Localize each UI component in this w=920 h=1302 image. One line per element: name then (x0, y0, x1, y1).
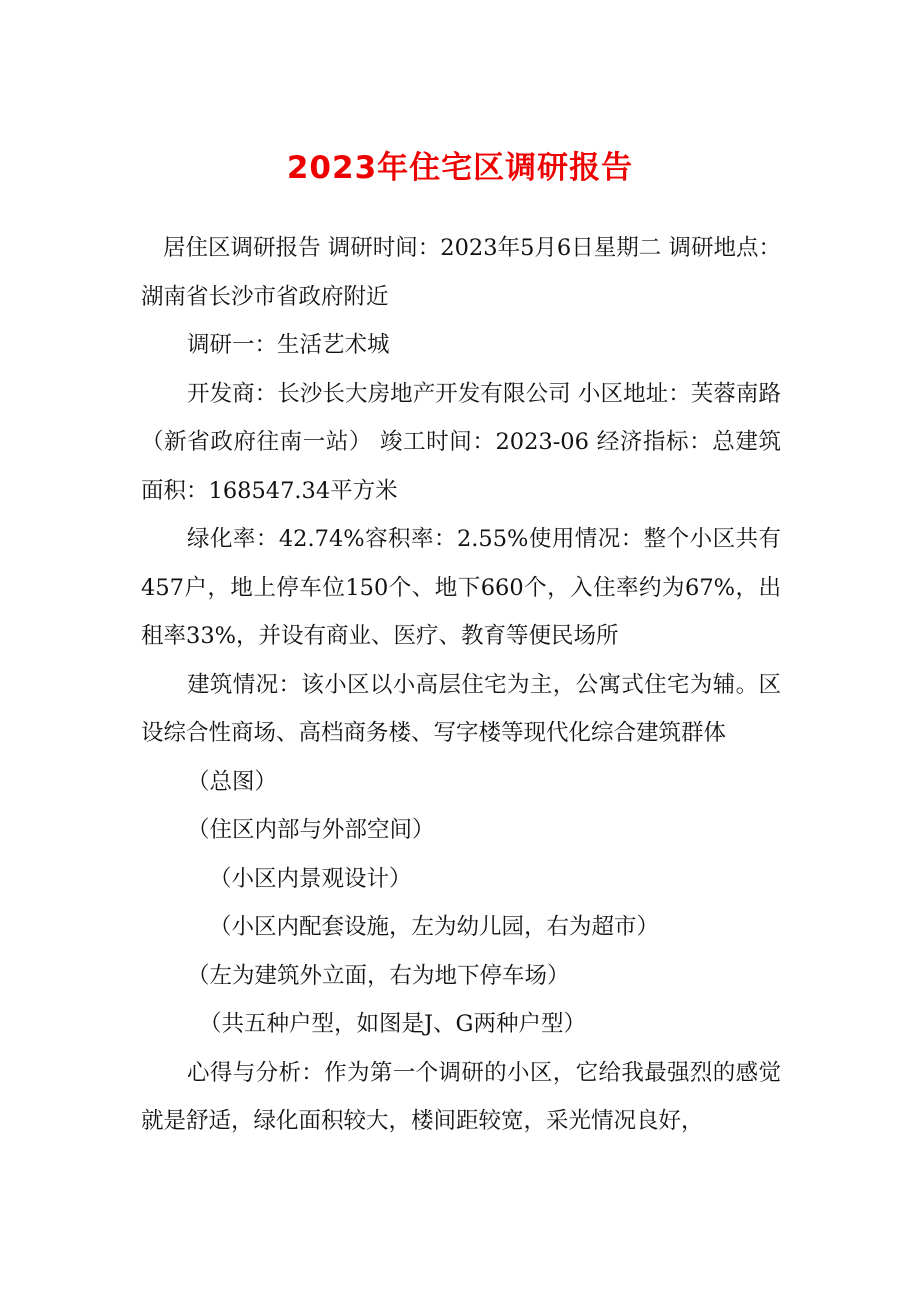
paragraph-greening: 绿化率：42.74%容积率：2.55%使用情况：整个小区共有457户，地上停车位150个、地下660个，入住率约为67%，出租率33%，并设有商业、医疗、教育等便民场所 (141, 526, 781, 649)
caption-facade: （左为建筑外立面，右为地下停车场） (187, 962, 570, 989)
paragraph-building: 建筑情况：该小区以小高层住宅为主，公寓式住宅为辅。区设综合性商场、高档商务楼、写字楼等现代化综合建筑群体 (141, 671, 781, 746)
caption-facilities: （小区内配套设施，左为幼儿园，右为超市） (209, 914, 660, 940)
document-body (141, 224, 781, 1146)
paragraph-developer: 开发商：长沙长大房地产开发有限公司 小区地址：芙蓉南路（新省政府往南一站） 竣工时间：2023-06 经济指标：总建筑面积：168547.34平方米 (141, 380, 781, 504)
paragraph-analysis: 心得与分析：作为第一个调研的小区，它给我最强烈的感觉就是舒适，绿化面积较大，楼间距较宽，采光情况良好， (141, 1059, 781, 1134)
caption-spaces: （住区内部与外部空间） (187, 817, 435, 843)
document-title: 2023年住宅区调研报告 (286, 150, 634, 186)
caption-unit-types: （共五种户型，如图是J、G两种户型） (199, 1011, 586, 1037)
paragraph-survey-info: 居住区调研报告 调研时间：2023年5月6日星期二 调研地点：湖南省长沙市省政府附近 (141, 235, 781, 310)
caption-landscape: （小区内景观设计） (209, 865, 412, 892)
caption-master-plan: （总图） (187, 768, 278, 795)
paragraph-survey-one: 调研一：生活艺术城 (187, 332, 390, 358)
